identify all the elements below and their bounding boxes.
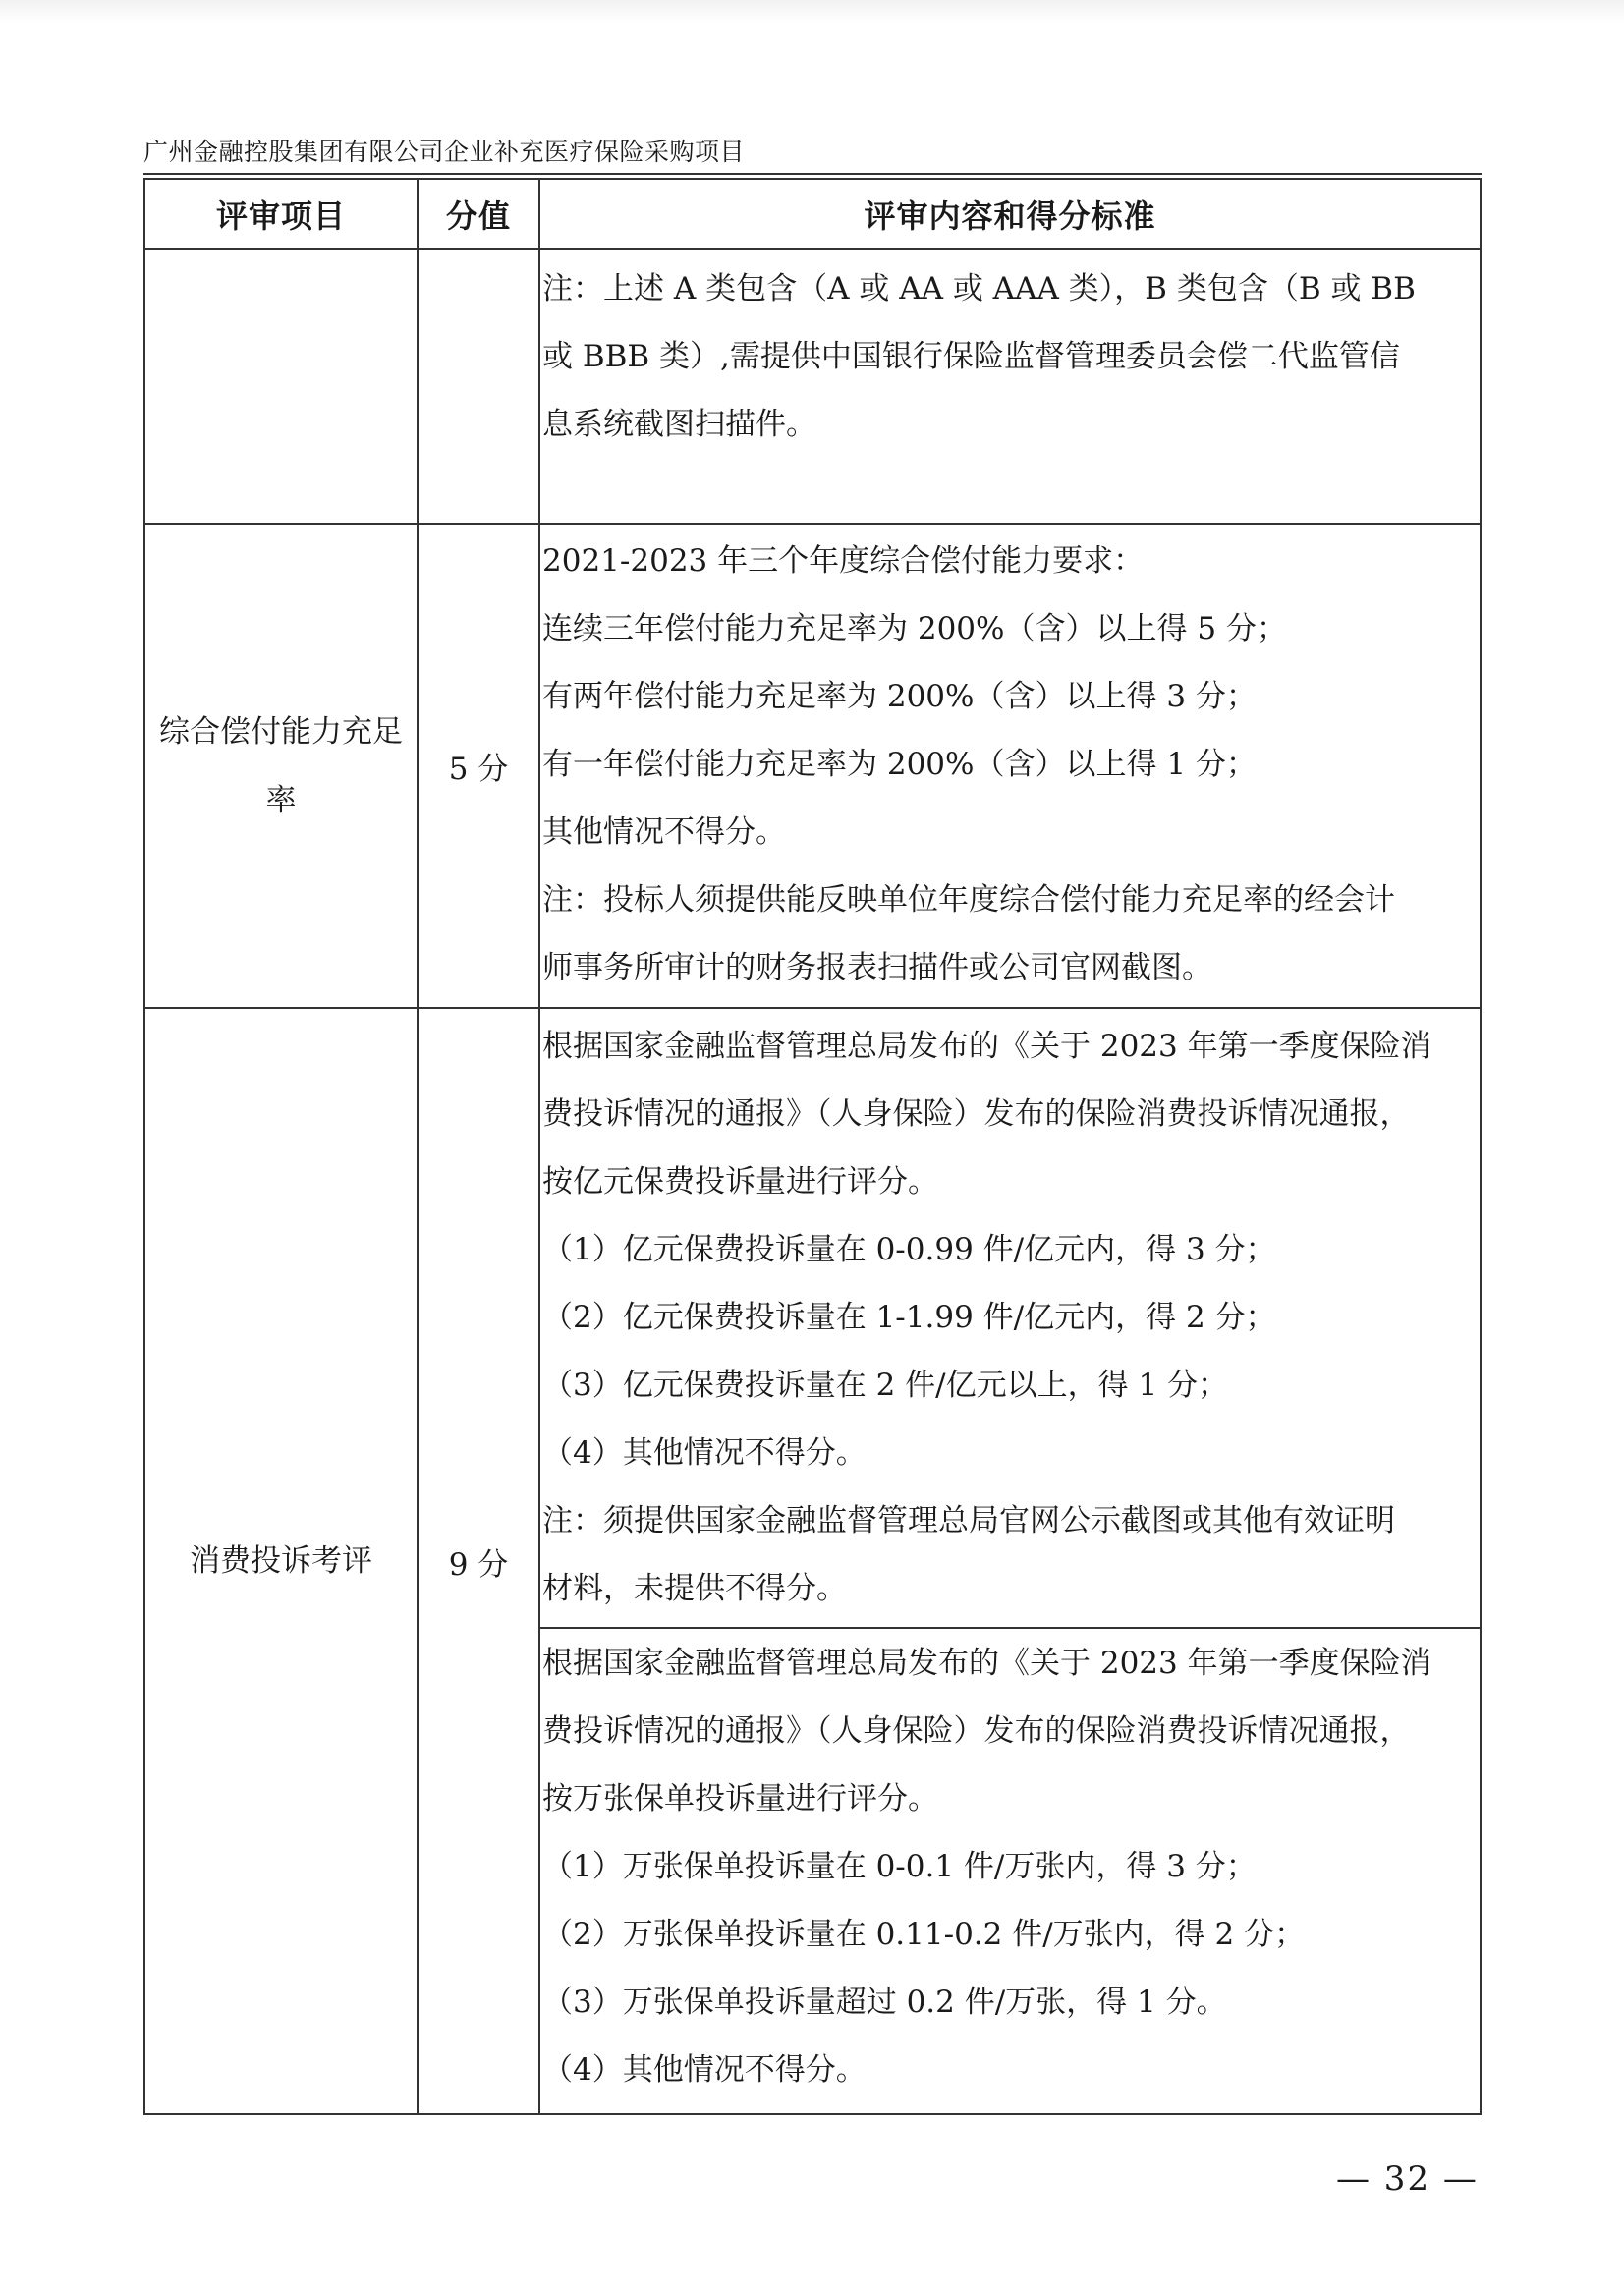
- criteria-line: 按万张保单投诉量进行评分。: [542, 1781, 938, 1817]
- criteria-line: 注：投标人须提供能反映单位年度综合偿付能力充足率的经会计: [542, 882, 1395, 918]
- row-3-criteria-premium: [542, 1013, 1481, 1623]
- criteria-line: 或 BBB 类）,需提供中国银行保险监督管理委员会偿二代监管信: [542, 339, 1400, 374]
- column-header-criteria: 评审内容和得分标准: [864, 196, 1156, 235]
- criteria-line: （4）其他情况不得分。: [542, 1435, 867, 1471]
- criteria-line: 根据国家金融监督管理总局发布的《关于 2023 年第一季度保险消: [542, 1646, 1431, 1681]
- criteria-line: 根据国家金融监督管理总局发布的《关于 2023 年第一季度保险消: [542, 1029, 1431, 1064]
- criteria-line: （4）其他情况不得分。: [542, 2052, 867, 2088]
- criteria-line: （2）亿元保费投诉量在 1-1.99 件/亿元内，得 2 分；: [542, 1300, 1276, 1335]
- row-2-item: [145, 525, 417, 1007]
- document-header-title: 广州金融控股集团有限公司企业补充医疗保险采购项目: [143, 138, 746, 166]
- row-2-score: 5 分: [448, 752, 509, 787]
- row-2-criteria: [542, 528, 1481, 1002]
- criteria-line: 连续三年偿付能力充足率为 200%（含）以上得 5 分；: [542, 611, 1287, 646]
- table-border-bottom: [143, 2113, 1482, 2115]
- criteria-line: （1）亿元保费投诉量在 0-0.99 件/亿元内，得 3 分；: [542, 1232, 1276, 1267]
- criteria-line: 费投诉情况的通报》（人身保险）发布的保险消费投诉情况通报，: [542, 1096, 1411, 1132]
- item-line: 率: [265, 782, 297, 818]
- column-header-item: 评审项目: [215, 196, 346, 235]
- criteria-line: 有一年偿付能力充足率为 200%（含）以上得 1 分；: [542, 747, 1257, 782]
- row-3-item: 消费投诉考评: [190, 1543, 372, 1579]
- row-1-criteria: [542, 255, 1481, 459]
- row-3-score: 9 分: [448, 1546, 509, 1583]
- criteria-line: 材料，未提供不得分。: [542, 1571, 847, 1606]
- criteria-line: （2）万张保单投诉量在 0.11-0.2 件/万张内，得 2 分；: [542, 1917, 1306, 1952]
- column-header-score: 分值: [445, 196, 511, 235]
- criteria-line: 2021-2023 年三个年度综合偿付能力要求：: [542, 543, 1145, 579]
- criteria-line: 有两年偿付能力充足率为 200%（含）以上得 3 分；: [542, 679, 1257, 714]
- page-number: — 32 —: [1336, 2159, 1479, 2199]
- criteria-line: 注：须提供国家金融监督管理总局官网公示截图或其他有效证明: [542, 1503, 1395, 1539]
- criteria-line: 师事务所审计的财务报表扫描件或公司官网截图。: [542, 950, 1212, 985]
- table-divider-2: [538, 178, 540, 2115]
- criteria-line: （3）亿元保费投诉量在 2 件/亿元以上，得 1 分；: [542, 1368, 1229, 1403]
- criteria-line: 其他情况不得分。: [542, 814, 786, 850]
- criteria-line: 注：上述 A 类包含（A 或 AA 或 AAA 类），B 类包含（B 或 BB: [542, 271, 1416, 307]
- header-row-bottom: [143, 248, 1482, 250]
- criteria-line: （1）万张保单投诉量在 0-0.1 件/万张内，得 3 分；: [542, 1849, 1257, 1884]
- criteria-line: （3）万张保单投诉量超过 0.2 件/万张，得 1 分。: [542, 1985, 1227, 2020]
- criteria-line: 息系统截图扫描件。: [542, 407, 816, 442]
- row-3-criteria-policy: [542, 1630, 1481, 2104]
- row-3-inner-divider: [538, 1627, 1482, 1629]
- criteria-line: 费投诉情况的通报》（人身保险）发布的保险消费投诉情况通报，: [542, 1713, 1411, 1749]
- criteria-line: 按亿元保费投诉量进行评分。: [542, 1164, 938, 1200]
- item-line: 综合偿付能力充足: [159, 713, 403, 750]
